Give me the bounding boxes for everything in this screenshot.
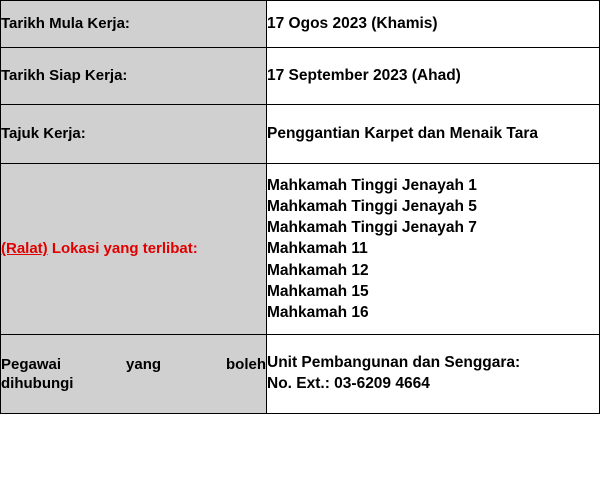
contact-unit: Unit Pembangunan dan Senggara:: [267, 354, 521, 372]
value-tajuk-kerja: Penggantian Karpet dan Menaik Tara: [267, 105, 600, 164]
list-item: Mahkamah 16: [267, 303, 369, 321]
label-pegawai-dihubungi: [1, 335, 267, 414]
list-item: Mahkamah 15: [267, 282, 369, 300]
value-lokasi-terlibat: [267, 164, 600, 335]
list-item: Mahkamah 11: [267, 240, 368, 258]
table-row: [1, 335, 600, 414]
label-pegawai-line1: Pegawai yang boleh: [1, 355, 266, 373]
label-tarikh-mula-kerja: Tarikh Mula Kerja:: [1, 1, 267, 48]
table-row: [1, 105, 600, 164]
value-tarikh-siap-kerja: 17 September 2023 (Ahad): [267, 48, 600, 105]
list-item: Mahkamah Tinggi Jenayah 5: [267, 198, 477, 216]
value-tarikh-mula-kerja: 17 Ogos 2023 (Khamis): [267, 1, 600, 48]
ralat-marker: (Ralat): [1, 240, 48, 258]
table-row: [1, 1, 600, 48]
table-row: [1, 164, 600, 335]
label-lokasi-terlibat: [1, 164, 267, 335]
label-lokasi-text: Lokasi yang terlibat:: [47, 240, 198, 258]
value-pegawai-dihubungi: [267, 335, 600, 414]
label-tajuk-kerja: Tajuk Kerja:: [1, 105, 267, 164]
label-pegawai-line2: dihubungi: [1, 375, 74, 392]
list-item: Mahkamah 12: [267, 261, 369, 279]
list-item: Mahkamah Tinggi Jenayah 1: [267, 177, 477, 195]
list-item: Mahkamah Tinggi Jenayah 7: [267, 219, 477, 237]
location-list: [267, 175, 599, 323]
contact-phone: No. Ext.: 03-6209 4664: [267, 375, 430, 392]
label-tarikh-siap-kerja: Tarikh Siap Kerja:: [1, 48, 267, 105]
table-row: [1, 48, 600, 105]
